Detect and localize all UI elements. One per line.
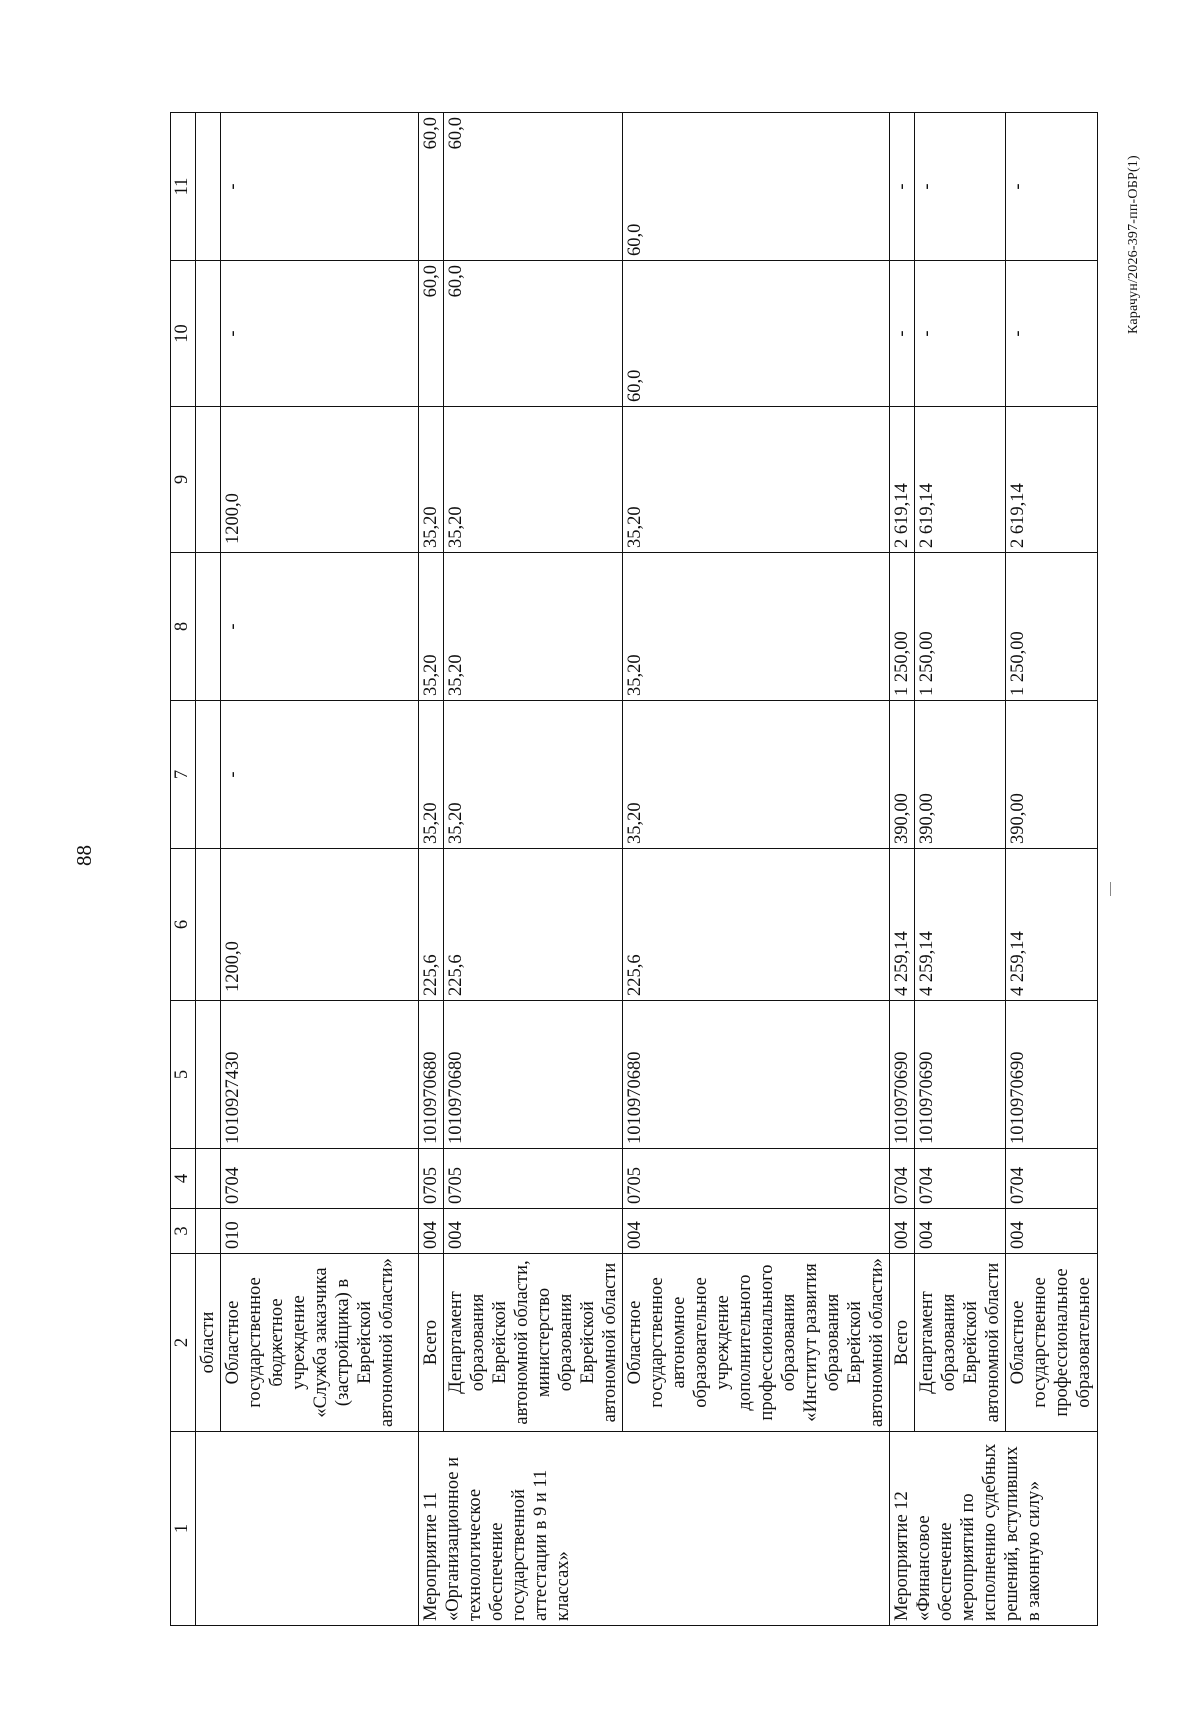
grbs-cell: 004 [890, 1209, 915, 1254]
year-cell: 390,00 [915, 701, 1006, 849]
table-row [221, 113, 419, 1626]
col-header-11: 11 [171, 113, 196, 261]
target-article-cell: 1010970690 [890, 1001, 915, 1149]
target-article-cell: 1010970680 [623, 1001, 890, 1149]
year-cell: 60,0 [444, 261, 623, 407]
measure-cell [196, 1432, 221, 1626]
col-header-7: 7 [171, 701, 196, 849]
total-cell: 225,6 [419, 849, 444, 1001]
year-cell: 2 619,14 [915, 407, 1006, 553]
grbs-cell: 004 [623, 1209, 890, 1254]
header-row [171, 113, 196, 1626]
year-cell: 1200,0 [221, 407, 419, 553]
year-cell: - [890, 261, 915, 407]
year-cell: - [221, 113, 419, 261]
year-cell: 35,20 [444, 553, 623, 701]
table-row [419, 113, 444, 1626]
year-cell: 1 250,00 [1006, 553, 1098, 701]
year-cell: 1 250,00 [915, 553, 1006, 701]
table-row [915, 113, 1006, 1626]
grbs-cell: 010 [221, 1209, 419, 1254]
target-article-cell: 1010970680 [419, 1001, 444, 1149]
total-cell: 225,6 [444, 849, 623, 1001]
year-cell: 60,0 [623, 113, 890, 261]
total-cell: 4 259,14 [1006, 849, 1098, 1001]
col-header-5: 5 [171, 1001, 196, 1149]
executor-cell: Всего [890, 1254, 915, 1432]
year-cell: 60,0 [444, 113, 623, 261]
executor-cell: Областное государственное бюджетное учреждение «Служба заказчика (застройщика) в Еврейской автономной области» [221, 1254, 419, 1432]
scan-mark [1110, 882, 1111, 896]
col-header-9: 9 [171, 407, 196, 553]
col-header-3: 3 [171, 1209, 196, 1254]
executor-cell: Департамент образования Еврейской автономной области [915, 1254, 1006, 1432]
year-cell: - [221, 553, 419, 701]
document-footer: Карачун/2026-397-пп-ОБР(1) [1126, 155, 1141, 334]
table-row [444, 113, 623, 1626]
year-cell: 390,00 [890, 701, 915, 849]
section-cell: 0704 [915, 1149, 1006, 1209]
grbs-cell: 004 [1006, 1209, 1098, 1254]
year-cell: - [1006, 113, 1098, 261]
col-header-8: 8 [171, 553, 196, 701]
year-cell: 60,0 [419, 261, 444, 407]
grbs-cell: 004 [444, 1209, 623, 1254]
year-cell: 35,20 [444, 701, 623, 849]
year-cell: 35,20 [623, 553, 890, 701]
year-cell: 2 619,14 [890, 407, 915, 553]
year-cell: 35,20 [444, 407, 623, 553]
year-cell: - [221, 261, 419, 407]
grbs-cell [196, 1209, 221, 1254]
table-row [890, 113, 915, 1626]
col-header-4: 4 [171, 1149, 196, 1209]
measure-cell: Мероприятие 12 «Финансовое обеспечение мероприятий по исполнению судебных решений, вступивших в законную силу» [890, 1432, 1098, 1626]
col-header-1: 1 [171, 1432, 196, 1626]
year-cell [196, 261, 221, 407]
year-cell: 35,20 [419, 407, 444, 553]
table-row [196, 113, 221, 1626]
year-cell: - [221, 701, 419, 849]
total-cell: 4 259,14 [890, 849, 915, 1001]
target-article-cell: 1010927430 [221, 1001, 419, 1149]
measure-cell [221, 1432, 419, 1626]
section-cell: 0704 [890, 1149, 915, 1209]
year-cell: - [890, 113, 915, 261]
year-cell [196, 701, 221, 849]
total-cell: 4 259,14 [915, 849, 1006, 1001]
section-cell: 0704 [221, 1149, 419, 1209]
year-cell [196, 553, 221, 701]
target-article-cell: 1010970680 [444, 1001, 623, 1149]
table-row [1006, 113, 1098, 1626]
executor-cell: Всего [419, 1254, 444, 1432]
year-cell [196, 113, 221, 261]
section-cell: 0704 [1006, 1149, 1098, 1209]
section-cell: 0705 [444, 1149, 623, 1209]
year-cell: 390,00 [1006, 701, 1098, 849]
total-cell: 1200,0 [221, 849, 419, 1001]
executor-cell: Департамент образования Еврейской автономной области, министерство образования Еврейской автономной области [444, 1254, 623, 1432]
year-cell: - [1006, 261, 1098, 407]
measure-cell: Мероприятие 11 «Организационное и технологическое обеспечение государственной аттестации в 9 и 11 классах» [419, 1432, 890, 1626]
col-header-10: 10 [171, 261, 196, 407]
executor-cell: Областное государственное автономное образовательное учреждение дополнительного профессионального образования «Институт развития образования Еврейской автономной области» [623, 1254, 890, 1432]
table-row [623, 113, 890, 1626]
page-number: 88 [72, 845, 96, 866]
budget-table [170, 112, 1098, 1626]
section-cell: 0705 [419, 1149, 444, 1209]
year-cell: 1 250,00 [890, 553, 915, 701]
section-cell [196, 1149, 221, 1209]
total-cell: 225,6 [623, 849, 890, 1001]
target-article-cell [196, 1001, 221, 1149]
year-cell: - [915, 261, 1006, 407]
grbs-cell: 004 [915, 1209, 1006, 1254]
year-cell [196, 407, 221, 553]
section-cell: 0705 [623, 1149, 890, 1209]
year-cell: 60,0 [623, 261, 890, 407]
target-article-cell: 1010970690 [915, 1001, 1006, 1149]
target-article-cell: 1010970690 [1006, 1001, 1098, 1149]
col-header-6: 6 [171, 849, 196, 1001]
total-cell [196, 849, 221, 1001]
year-cell: 35,20 [419, 553, 444, 701]
year-cell: 35,20 [623, 407, 890, 553]
executor-cell: области [196, 1254, 221, 1432]
grbs-cell: 004 [419, 1209, 444, 1254]
year-cell: 35,20 [419, 701, 444, 849]
executor-cell: Областное государственное профессиональное образовательное [1006, 1254, 1098, 1432]
col-header-2: 2 [171, 1254, 196, 1432]
year-cell: 35,20 [623, 701, 890, 849]
year-cell: - [915, 113, 1006, 261]
year-cell: 2 619,14 [1006, 407, 1098, 553]
year-cell: 60,0 [419, 113, 444, 261]
